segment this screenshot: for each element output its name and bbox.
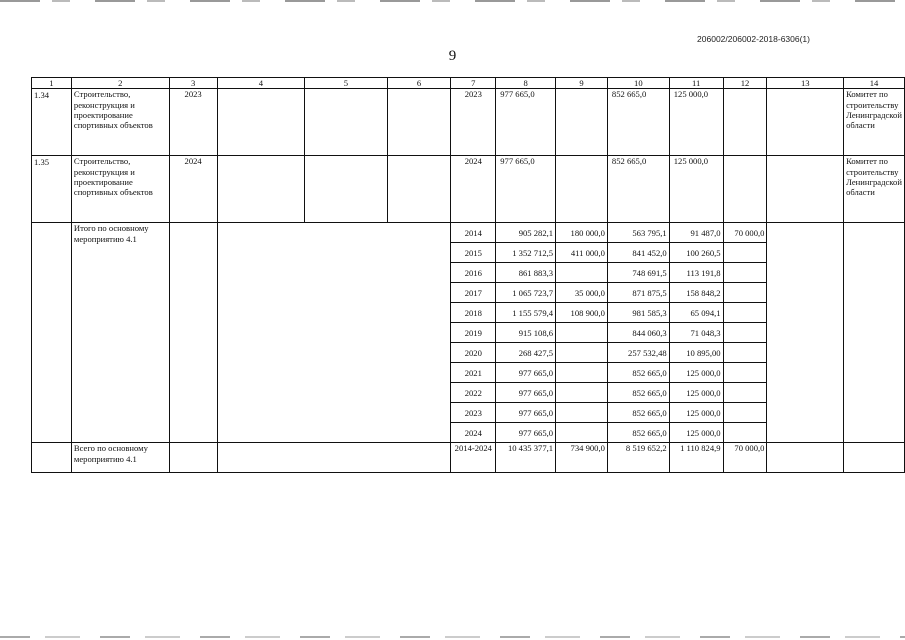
- subtotal-c8: 977 665,0: [496, 403, 556, 423]
- subtotal-c8: 268 427,5: [496, 343, 556, 363]
- row-executor: Комитет по строительству Ленинградской области: [844, 156, 905, 223]
- subtotal-col3: [169, 223, 217, 443]
- subtotal-year: 2023: [451, 403, 496, 423]
- subtotal-c8: 905 282,1: [496, 223, 556, 243]
- subtotal-c8: 915 108,6: [496, 323, 556, 343]
- row-description: Строительство, реконструкция и проектирование спортивных объектов: [71, 156, 169, 223]
- document-id: 206002/206002-2018-6306(1): [697, 34, 810, 44]
- subtotal-c9: 180 000,0: [556, 223, 608, 243]
- total-row: [32, 443, 905, 473]
- total-period: 2014-2024: [451, 443, 496, 473]
- subtotal-num-cell: [32, 223, 72, 443]
- row-col3: 2023: [169, 89, 217, 156]
- subtotal-col14: [844, 223, 905, 443]
- subtotal-c9: [556, 363, 608, 383]
- subtotal-c10: 852 665,0: [607, 363, 669, 383]
- subtotal-c12: [723, 303, 767, 323]
- subtotal-c9: 35 000,0: [556, 283, 608, 303]
- subtotal-year: 2015: [451, 243, 496, 263]
- total-col14: [844, 443, 905, 473]
- row-col5: [305, 89, 388, 156]
- subtotal-c11: 125 000,0: [669, 403, 723, 423]
- subtotal-year: 2018: [451, 303, 496, 323]
- subtotal-c9: [556, 403, 608, 423]
- col-header: 1: [32, 78, 72, 89]
- program-table: [31, 77, 905, 473]
- subtotal-c10: 981 585,3: [607, 303, 669, 323]
- subtotal-c11: 10 895,00: [669, 343, 723, 363]
- subtotal-c11: 125 000,0: [669, 383, 723, 403]
- col-header: 10: [607, 78, 669, 89]
- scan-edge-top: [0, 0, 905, 2]
- subtotal-c12: [723, 403, 767, 423]
- subtotal-c9: [556, 383, 608, 403]
- subtotal-col13: [767, 223, 844, 443]
- col-header: 3: [169, 78, 217, 89]
- subtotal-c11: 91 487,0: [669, 223, 723, 243]
- row-col6: [387, 156, 451, 223]
- subtotal-year: 2021: [451, 363, 496, 383]
- row-col4: [217, 89, 305, 156]
- subtotal-c10: 852 665,0: [607, 403, 669, 423]
- row-col11: 125 000,0: [669, 89, 723, 156]
- total-num-cell: [32, 443, 72, 473]
- row-col10: 852 665,0: [607, 156, 669, 223]
- subtotal-c12: [723, 423, 767, 443]
- col-header: 14: [844, 78, 905, 89]
- subtotal-c9: [556, 423, 608, 443]
- subtotal-label: Итого по основному мероприятию 4.1: [71, 223, 169, 443]
- subtotal-c10: 748 691,5: [607, 263, 669, 283]
- row-description: Строительство, реконструкция и проектирование спортивных объектов: [71, 89, 169, 156]
- row-col10: 852 665,0: [607, 89, 669, 156]
- subtotal-c8: 977 665,0: [496, 423, 556, 443]
- row-number: 1.34: [32, 89, 72, 156]
- column-number-row: [32, 78, 905, 89]
- col-header: 4: [217, 78, 305, 89]
- subtotal-merged-4-6: [217, 223, 451, 443]
- col-header: 8: [496, 78, 556, 89]
- subtotal-c9: [556, 263, 608, 283]
- subtotal-year: 2024: [451, 423, 496, 443]
- subtotal-c12: [723, 283, 767, 303]
- row-col5: [305, 156, 388, 223]
- table-row: [32, 89, 905, 156]
- subtotal-year: 2014: [451, 223, 496, 243]
- subtotal-c11: 113 191,8: [669, 263, 723, 283]
- col-header: 6: [387, 78, 451, 89]
- subtotal-year: 2019: [451, 323, 496, 343]
- total-c10: 8 519 652,2: [607, 443, 669, 473]
- row-col4: [217, 156, 305, 223]
- subtotal-c10: 844 060,3: [607, 323, 669, 343]
- subtotal-year: 2016: [451, 263, 496, 283]
- row-col3: 2024: [169, 156, 217, 223]
- page-number: 9: [448, 48, 457, 64]
- scan-edge-bottom: [0, 636, 905, 638]
- subtotal-row: [32, 223, 905, 243]
- subtotal-c10: 871 875,5: [607, 283, 669, 303]
- total-c9: 734 900,0: [556, 443, 608, 473]
- total-label: Всего по основному мероприятию 4.1: [71, 443, 169, 473]
- col-header: 12: [723, 78, 767, 89]
- col-header: 13: [767, 78, 844, 89]
- subtotal-c11: 125 000,0: [669, 363, 723, 383]
- subtotal-c9: [556, 323, 608, 343]
- subtotal-c12: [723, 363, 767, 383]
- subtotal-c11: 65 094,1: [669, 303, 723, 323]
- subtotal-year: 2020: [451, 343, 496, 363]
- subtotal-c8: 1 155 579,4: [496, 303, 556, 323]
- subtotal-c10: 852 665,0: [607, 383, 669, 403]
- col-header: 11: [669, 78, 723, 89]
- subtotal-c10: 852 665,0: [607, 423, 669, 443]
- subtotal-c10: 841 452,0: [607, 243, 669, 263]
- subtotal-c12: 70 000,0: [723, 223, 767, 243]
- row-number: 1.35: [32, 156, 72, 223]
- row-col8: 977 665,0: [496, 89, 556, 156]
- row-col7: 2023: [451, 89, 496, 156]
- subtotal-c8: 1 352 712,5: [496, 243, 556, 263]
- col-header: 7: [451, 78, 496, 89]
- subtotal-c11: 125 000,0: [669, 423, 723, 443]
- subtotal-c12: [723, 263, 767, 283]
- total-c8: 10 435 377,1: [496, 443, 556, 473]
- subtotal-c9: 108 900,0: [556, 303, 608, 323]
- row-col8: 977 665,0: [496, 156, 556, 223]
- subtotal-c9: 411 000,0: [556, 243, 608, 263]
- subtotal-c12: [723, 323, 767, 343]
- row-col13: [767, 89, 844, 156]
- row-col11: 125 000,0: [669, 156, 723, 223]
- total-col3: [169, 443, 217, 473]
- col-header: 5: [305, 78, 388, 89]
- row-col6: [387, 89, 451, 156]
- row-col7: 2024: [451, 156, 496, 223]
- subtotal-c11: 71 048,3: [669, 323, 723, 343]
- subtotal-c8: 977 665,0: [496, 363, 556, 383]
- subtotal-c12: [723, 343, 767, 363]
- table-row: [32, 156, 905, 223]
- row-col13: [767, 156, 844, 223]
- row-col9: [556, 156, 608, 223]
- row-col12: [723, 156, 767, 223]
- subtotal-c11: 158 848,2: [669, 283, 723, 303]
- total-c11: 1 110 824,9: [669, 443, 723, 473]
- row-col12: [723, 89, 767, 156]
- subtotal-c12: [723, 243, 767, 263]
- subtotal-c9: [556, 343, 608, 363]
- subtotal-c11: 100 260,5: [669, 243, 723, 263]
- subtotal-year: 2022: [451, 383, 496, 403]
- total-merged-4-6: [217, 443, 451, 473]
- col-header: 9: [556, 78, 608, 89]
- subtotal-c8: 1 065 723,7: [496, 283, 556, 303]
- subtotal-year: 2017: [451, 283, 496, 303]
- row-executor: Комитет по строительству Ленинградской области: [844, 89, 905, 156]
- total-col13: [767, 443, 844, 473]
- row-col9: [556, 89, 608, 156]
- subtotal-c8: 977 665,0: [496, 383, 556, 403]
- subtotal-c12: [723, 383, 767, 403]
- subtotal-c8: 861 883,3: [496, 263, 556, 283]
- subtotal-c10: 257 532,48: [607, 343, 669, 363]
- subtotal-c10: 563 795,1: [607, 223, 669, 243]
- col-header: 2: [71, 78, 169, 89]
- total-c12: 70 000,0: [723, 443, 767, 473]
